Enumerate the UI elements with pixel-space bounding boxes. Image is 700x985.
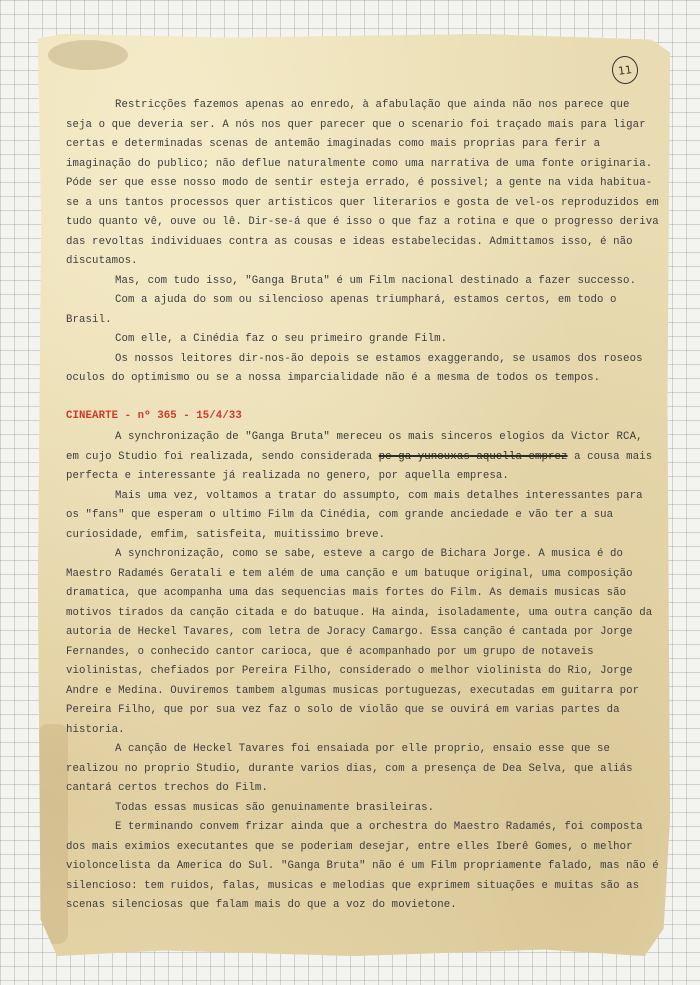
paragraph	[66, 428, 662, 487]
paragraph: Os nossos leitores dir-nos-ão depois se estamos exaggerando, se usamos dos roseos oculos do optimismo ou se a nossa imparcialidade não é a mesma de todos os tempos.	[66, 352, 643, 384]
document-body	[66, 96, 662, 916]
paragraph: Mas, com tudo isso, "Ganga Bruta" é um Film nacional destinado a fazer successo.	[115, 274, 637, 287]
paragraph: Com a ajuda do som ou silencioso apenas triumphará, estamos certos, em todo o Brasil.	[66, 294, 617, 326]
struck-out-text: pe ga yunouxas aquella emprez	[378, 450, 568, 463]
paragraph: Todas essas musicas são genuinamente brasileiras.	[115, 801, 435, 814]
paragraph: Com elle, a Cinédia faz o seu primeiro grande Film.	[115, 333, 448, 345]
page-number: 11	[610, 54, 640, 85]
section-heading: CINEARTE - nº 365 - 15/4/33	[66, 409, 242, 422]
water-stain	[48, 40, 128, 70]
paragraph-text: A synchronização de "Ganga Bruta" mereceu os mais sinceros elogios da Victor RCA, em cujo Studio foi realizada, sendo considerada	[66, 431, 643, 463]
paragraph: Mais uma vez, voltamos a tratar do assumpto, com mais detalhes interessantes para os "fans" que esperam o ultimo Film da Cinédia, com grande anciedade e vão ter a sua curiosidade, emfim, satisfeita, muitissimo breve.	[66, 489, 643, 541]
paragraph: Restricções fazemos apenas ao enredo, à afabulação que ainda não nos parece que seja o que deveria ser. A nós nos quer parecer que o scenario foi traçado mais para ligar certas e determinadas scenas de antemão imaginadas como mais proprias para ferir a imaginação do publico; não deflue naturalmente como uma narrativa de uma fonte originaria. Póde ser que esse nosso modo de sentir esteja errado, é possivel; a gente na vida habitua-se a uns tantos processos quer artisticos quer literarios e gosta de vel-os reproduzidos em tudo quanto vê, ouve ou lê. Dir-se-á que é isso o que faz a rotina e que o progresso deriva das revoltas individuaes contra as cousas e ideas estabelecidas. Admittamos isso, é não discutamos.	[66, 99, 659, 267]
paragraph: A canção de Heckel Tavares foi ensaiada por elle proprio, ensaio esse que se realizou no proprio Studio, durante varios dias, com a presença de Dea Selva, que aliás cantará certos trechos do Film.	[66, 743, 633, 794]
paragraph: A synchronização, como se sabe, esteve a cargo de Bichara Jorge. A musica é do Maestro Radamés Geratali e tem além de uma canção e um batuque original, uma composição dramatica, que acompanha uma das sequencias mais fortes do Film. As demais musicas são motivos tirados da canção citada e do batuque. Ha ainda, isoladamente, uma outra canção da autoria de Heckel Tavares, com letra de Joracy Camargo. Essa canção é cantada por Jorge Fernandes, o conhecido cantor carioca, que é acompanhado por um grupo de notaveis violinistas, chefiados por Pereira Filho, considerado o melhor violinista do Rio, Jorge Andre e Medina. Ouviremos tambem algumas musicas portuguezas, executadas em guitarra por Pereira Filho, que por sua vez faz o solo de violão que se ouvirá em varias partes da historia.	[66, 548, 653, 736]
paragraph: E terminando convem frizar ainda que a orchestra do Maestro Radamés, foi composta dos mais eximios executantes que se poderiam desejar, entre elles Iberê Gomes, o melhor violoncelista da America do Sul. "Ganga Bruta" não é um Film propriamente falado, mas não é silencioso: tem ruidos, falas, musicas e melodias que exprimem situações e muitas são as scenas silenciosas que falam mais do que a voz do movietone.	[66, 821, 659, 911]
water-stain	[38, 724, 68, 944]
paragraph-text: a cousa mais perfecta e interessante já realizada no genero, por aquella empresa.	[66, 450, 653, 482]
